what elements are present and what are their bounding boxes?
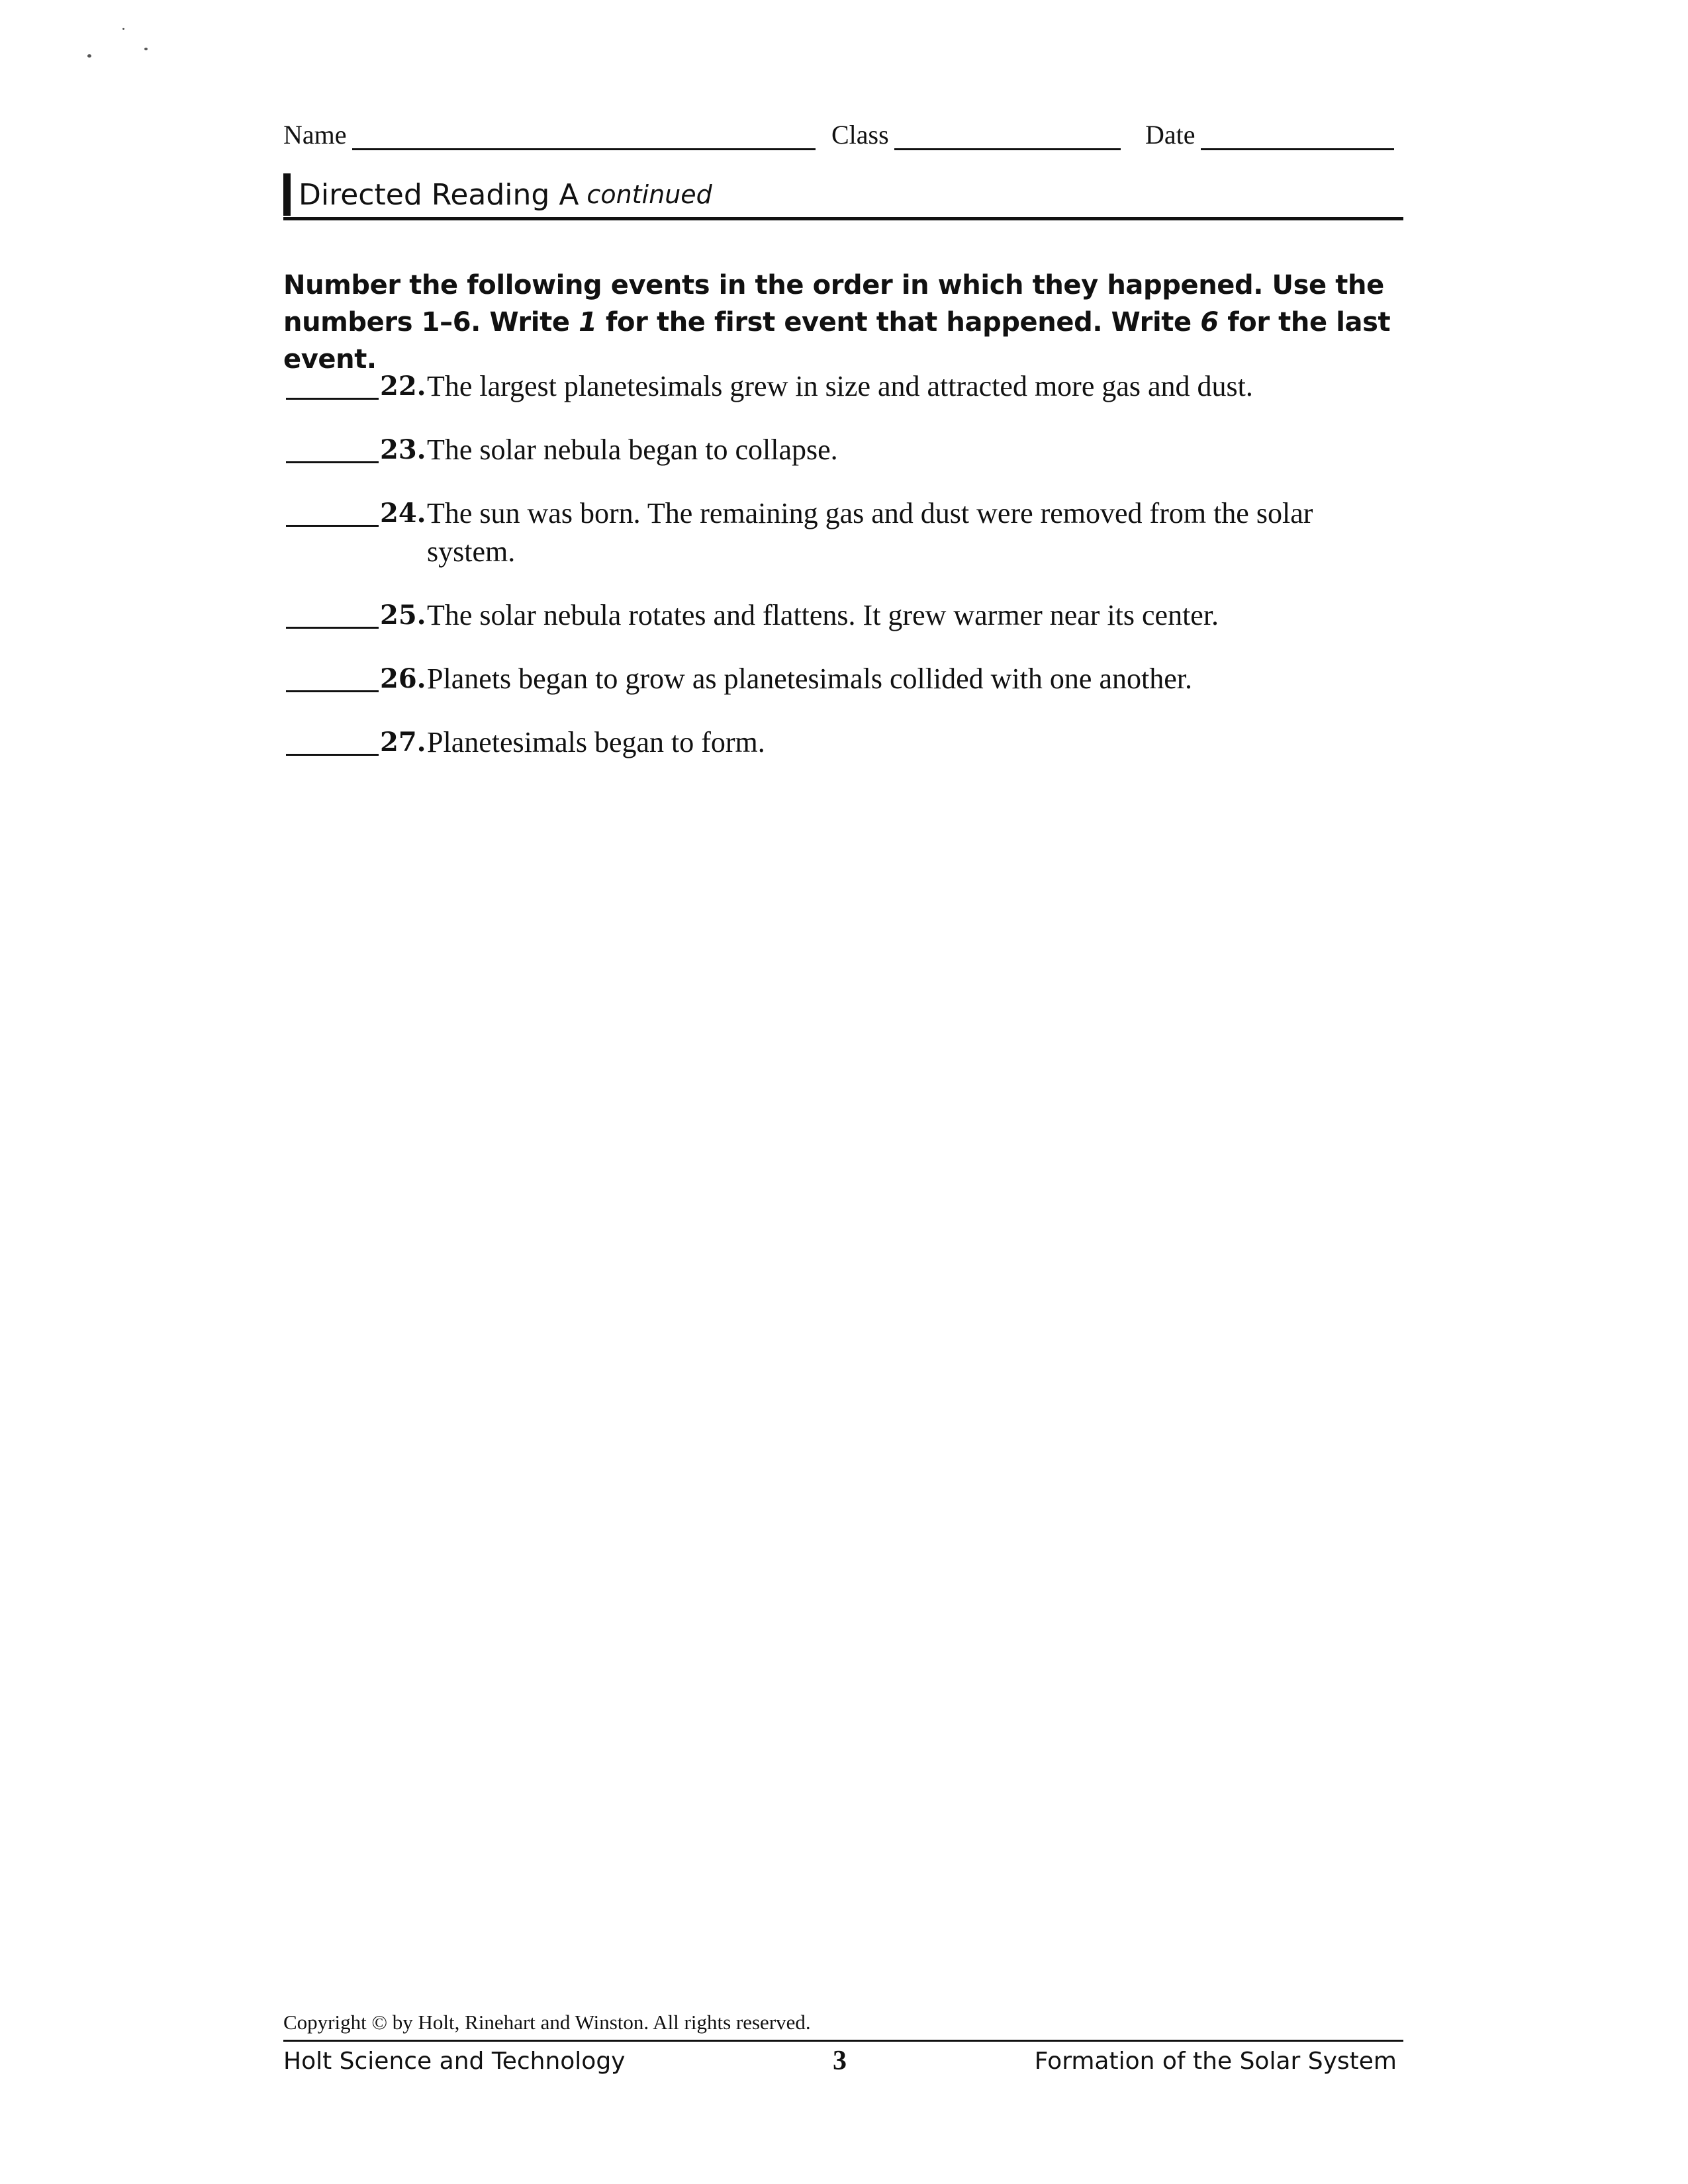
page-number: 3 bbox=[833, 2046, 847, 2076]
instructions-part2: for the first event that happened. Write bbox=[596, 307, 1201, 338]
question-number: 25. bbox=[380, 600, 426, 631]
name-blank-line[interactable] bbox=[352, 126, 816, 150]
class-label: Class bbox=[831, 120, 889, 150]
question-item bbox=[283, 596, 1409, 635]
question-item bbox=[283, 367, 1409, 406]
date-blank-line[interactable] bbox=[1201, 126, 1394, 150]
instructions-last-number: 6 bbox=[1200, 307, 1219, 338]
question-text: The solar nebula began to collapse. bbox=[427, 433, 838, 466]
question-item bbox=[283, 723, 1409, 762]
question-item bbox=[283, 431, 1409, 469]
question-number: 26. bbox=[380, 663, 426, 694]
instructions-first-number: 1 bbox=[579, 307, 597, 338]
class-field bbox=[831, 119, 1121, 150]
date-label: Date bbox=[1145, 120, 1196, 150]
question-number: 23. bbox=[380, 434, 426, 465]
instructions bbox=[283, 267, 1409, 378]
class-blank-line[interactable] bbox=[894, 126, 1121, 150]
scan-speck bbox=[87, 54, 91, 58]
name-label: Name bbox=[283, 120, 347, 150]
section-title: Directed Reading A bbox=[299, 177, 579, 212]
question-number: 27. bbox=[380, 727, 426, 758]
question-text: The largest planetesimals grew in size and attracted more gas and dust. bbox=[427, 370, 1253, 402]
footer-chapter: Formation of the Solar System bbox=[1034, 2048, 1397, 2075]
answer-blank[interactable] bbox=[286, 690, 379, 692]
footer-divider bbox=[283, 2040, 1403, 2042]
question-item bbox=[283, 660, 1409, 698]
answer-blank[interactable] bbox=[286, 461, 379, 463]
instructions-part3: for the last event. bbox=[283, 307, 1391, 375]
copyright-notice: Copyright © by Holt, Rinehart and Winston. All rights reserved. bbox=[283, 2011, 811, 2034]
scan-speck bbox=[122, 28, 124, 30]
section-title-bar bbox=[283, 172, 1403, 220]
answer-blank[interactable] bbox=[286, 525, 379, 527]
date-field bbox=[1145, 119, 1394, 150]
instructions-part1: Number the following events in the order in which they happened. Use the numbers 1–6. Write bbox=[283, 270, 1384, 338]
answer-blank[interactable] bbox=[286, 754, 379, 756]
answer-blank[interactable] bbox=[286, 627, 379, 629]
question-text: The solar nebula rotates and flattens. It grew warmer near its center. bbox=[427, 599, 1219, 631]
question-number: 22. bbox=[380, 371, 426, 402]
question-text: The sun was born. The remaining gas and dust were removed from the solar system. bbox=[427, 497, 1313, 568]
footer-publisher: Holt Science and Technology bbox=[283, 2048, 626, 2075]
student-info-row bbox=[283, 119, 1403, 152]
question-text: Planetesimals began to form. bbox=[427, 726, 765, 758]
question-text: Planets began to grow as planetesimals collided with one another. bbox=[427, 662, 1192, 695]
section-marker-bar bbox=[283, 173, 291, 216]
answer-blank[interactable] bbox=[286, 398, 379, 400]
name-field bbox=[283, 119, 816, 150]
question-number: 24. bbox=[380, 498, 426, 529]
scan-speck bbox=[144, 48, 148, 50]
question-item bbox=[283, 494, 1409, 571]
section-continued: continued bbox=[586, 180, 712, 209]
question-list bbox=[283, 367, 1409, 787]
